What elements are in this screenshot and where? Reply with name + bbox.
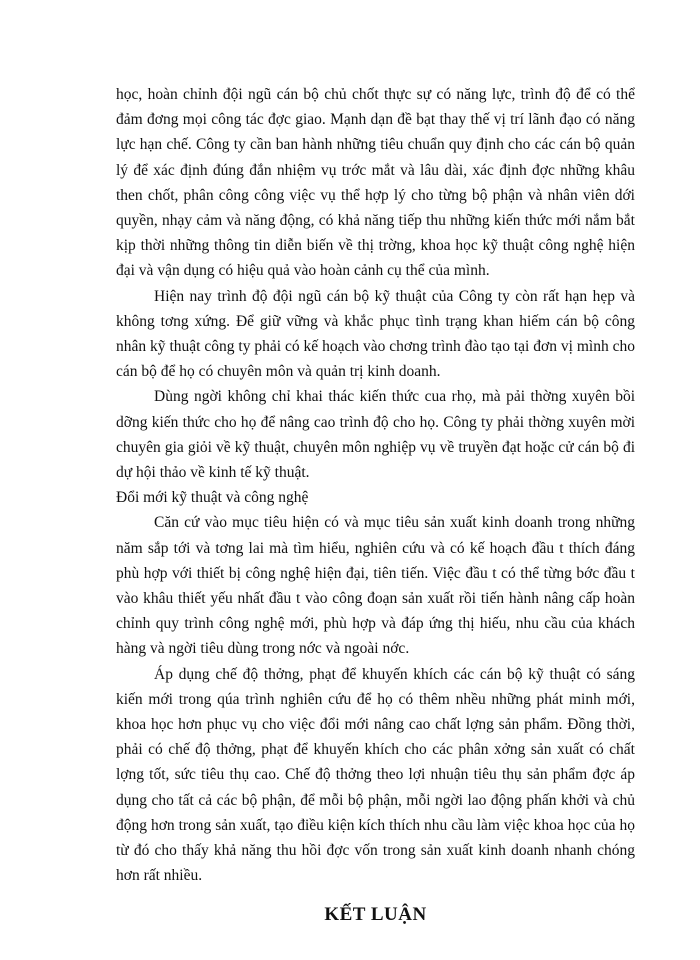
paragraph-continuation: học, hoàn chỉnh đội ngũ cán bộ chủ chốt thực sự có năng lực, trình độ để có thể đảm đơng mọi công tác đợc giao. Mạnh dạn đề bạt thay thế vị trí lãnh đạo có năng lực hạn chế. Công ty cần ban hành những tiêu chuẩn quy định cho các cán bộ quản lý để xác định đúng đắn nhiệm vụ trớc mắt và lâu dài, xác định đợc những khâu then chốt, phân công công việc vụ thể hợp lý cho từng bộ phận và nhân viên dới quyền, nhạy cảm và năng động, có khả năng tiếp thu những kiến thức mới nắm bắt kịp thời những thông tin diễn biến về thị trờng, khoa học kỹ thuật công nghệ hiện đại và vận dụng có hiệu quả vào hoàn cảnh cụ thể của mình.	[116, 86, 635, 280]
paragraph-training: Dùng ngời không chỉ khai thác kiến thức cua rhọ, mà pải thờng xuyên bồi dỡng kiến thức cho họ để nâng cao trình độ cho họ. Công ty phải thờng xuyên mời chuyên gia giỏi về kỹ thuật, chuyên môn nghiệp vụ về truyền đạt hoặc cử cán bộ đi dự hội thảo về kinh tế kỹ thuật.	[116, 388, 635, 482]
paragraph-rewards: Áp dụng chế độ thởng, phạt để khuyến khích các cán bộ kỹ thuật có sáng kiến mới trong qúa trình nghiên cứu để họ có thêm nhều những phát minh mới, khoa học hơn phục vụ cho việc đổi mới nâng cao chất lợng sản phẩm. Đồng thời, phải có chế độ thởng, phạt để khuyến khích cho các phân xởng sản xuất có chất lợng tốt, sức tiêu thụ cao. Chế độ thởng theo lợi nhuận tiêu thụ sản phẩm đợc áp dụng cho tất cả các bộ phận, để mỗi bộ phận, mỗi ngời lao động phấn khởi và chủ động hơn trong sản xuất, tạo điều kiện kích thích nhu cầu làm việc khoa học của họ từ đó cho thấy khả năng thu hồi đợc vốn trong sản xuất kinh doanh nhanh chóng hơn rất nhiều.	[116, 665, 635, 885]
document-page	[116, 82, 635, 929]
section-heading: Đổi mới kỹ thuật và công nghệ	[116, 489, 309, 507]
conclusion-heading: KẾT LUẬN	[324, 903, 427, 925]
paragraph-technology-investment: Căn cứ vào mục tiêu hiện có và mục tiêu sản xuất kinh doanh trong những năm sắp tới và tơng lai mà tìm hiểu, nghiên cứu và có kế hoạch đầu t thích đáng phù hợp với thiết bị công nghệ hiện đại, tiên tiến. Việc đầu t có thể từng bớc đầu t vào khâu thiết yếu nhất đầu t vào công đoạn sản xuất rồi tiến hành nâng cấp hoàn chỉnh quy trình công nghệ mới, phù hợp và đáp ứng thị hiếu, nhu cầu của khách hàng và ngời tiêu dùng trong nớc và ngoài nớc.	[116, 514, 635, 658]
paragraph-technical-staff: Hiện nay trình độ đội ngũ cán bộ kỹ thuật của Công ty còn rất hạn hẹp và không tơng xứng. Để giữ vững và khắc phục tình trạng khan hiếm cán bộ công nhân kỹ thuật công ty phải có kế hoạch vào chơng trình đào tạo tại đơn vị mình cho cán bộ để họ có chuyên môn và quản trị kinh doanh.	[116, 287, 635, 381]
